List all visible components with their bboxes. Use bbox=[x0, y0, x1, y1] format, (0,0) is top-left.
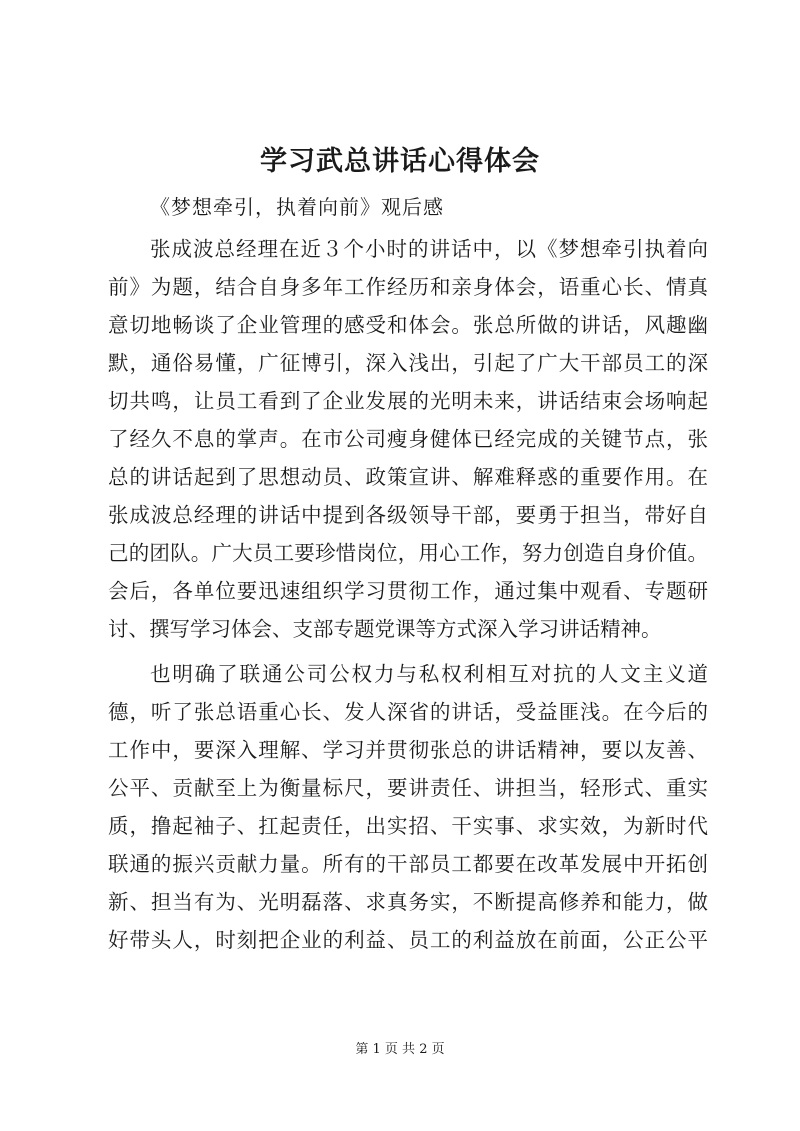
paragraph-line: 张成波总经理的讲话中提到各级领导干部，要勇于担当，带好自 bbox=[108, 503, 708, 527]
page-number: 第 1 页 共 2 页 bbox=[355, 1042, 445, 1057]
paragraph-line: 张成波总经理在近３个小时的讲话中，以《梦想牵引执着向 bbox=[150, 237, 708, 261]
paragraph-line: 会后，各单位要迅速组织学习贯彻工作，通过集中观看、专题研 bbox=[108, 579, 708, 603]
paragraph-line: 德，听了张总语重心长、发人深省的讲话，受益匪浅。在今后的 bbox=[108, 700, 708, 724]
document-title: 学习武总讲话心得体会 bbox=[260, 146, 540, 177]
paragraph-line: 公平、贡献至上为衡量标尺，要讲责任、讲担当，轻形式、重实 bbox=[108, 776, 708, 800]
paragraph-line: 前》为题，结合自身多年工作经历和亲身体会，语重心长、情真 bbox=[108, 275, 708, 299]
paragraph-line: 讨、撰写学习体会、支部专题党课等方式深入学习讲话精神。 bbox=[108, 617, 662, 641]
paragraph-line: 好带头人，时刻把企业的利益、员工的利益放在前面，公正公平 bbox=[108, 928, 708, 952]
paragraph-line: 默，通俗易懂，广征博引，深入浅出，引起了广大干部员工的深 bbox=[108, 351, 708, 375]
paragraph-line: 总的讲话起到了思想动员、政策宣讲、解难释惑的重要作用。在 bbox=[108, 465, 708, 489]
paragraph-line: 质，撸起袖子、扛起责任，出实招、干实事、求实效，为新时代 bbox=[108, 814, 708, 838]
paragraph-line: 新、担当有为、光明磊落、求真务实，不断提高修养和能力，做 bbox=[108, 890, 708, 914]
paragraph-line: 联通的振兴贡献力量。所有的干部员工都要在改革发展中开拓创 bbox=[108, 852, 708, 876]
paragraph-line: 工作中，要深入理解、学习并贯彻张总的讲话精神，要以友善、 bbox=[108, 738, 708, 762]
document-subtitle: 《梦想牵引，执着向前》观后感 bbox=[150, 195, 444, 219]
paragraph-line: 切共鸣，让员工看到了企业发展的光明未来，讲话结束会场响起 bbox=[108, 389, 708, 413]
paragraph-line: 意切地畅谈了企业管理的感受和体会。张总所做的讲话，风趣幽 bbox=[108, 313, 708, 337]
paragraph-line: 了经久不息的掌声。在市公司瘦身健体已经完成的关键节点，张 bbox=[108, 427, 708, 451]
paragraph-line: 也明确了联通公司公权力与私权利相互对抗的人文主义道 bbox=[150, 662, 708, 686]
paragraph-line: 己的团队。广大员工要珍惜岗位，用心工作，努力创造自身价值。 bbox=[108, 541, 708, 565]
